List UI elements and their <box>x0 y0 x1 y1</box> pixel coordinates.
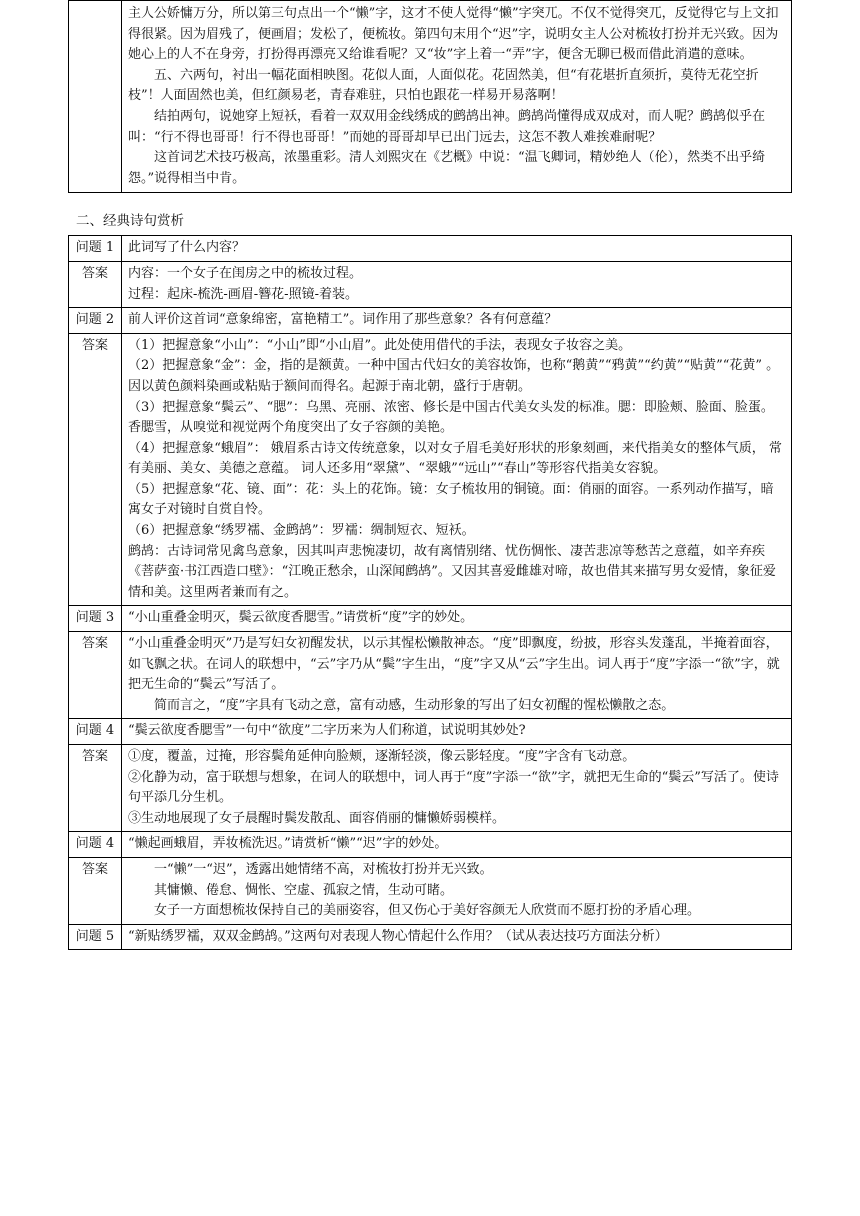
analysis-table <box>68 0 792 193</box>
row-content <box>122 924 792 950</box>
content-line: （2）把握意象“金”：金，指的是额黄。一种中国古代妇女的美容妆饰，也称“鹅黄”“鸦黄”“约黄”“贴黄”“花黄” 。 因以黄色颜料染画或粘贴于额间而得名。起源于南北朝，盛行于唐朝。 <box>128 358 780 394</box>
answer-row <box>69 261 792 307</box>
row-content <box>122 632 792 719</box>
content-line: “懒起画蛾眉，弄妆梳洗迟。”请赏析“懒”“迟”字的妙处。 <box>128 836 448 852</box>
content-line: 过程：起床-梳洗-画眉-簪花-照镜-着装。 <box>128 286 358 302</box>
question-row <box>69 719 792 745</box>
row-label: 问题 5 <box>69 924 122 950</box>
content-line: “新贴绣罗襦，双双金鹧鸪。”这两句对表现人物心情起什么作用？（试从表达技巧方面法分析） <box>128 928 668 944</box>
section-title: 二、经典诗句赏析 <box>76 213 184 230</box>
content-line: 一“懒”一“迟”，透露出她情绪不高，对梳妆打扮并无兴致。 <box>154 861 493 877</box>
row-content <box>122 745 792 832</box>
answer-row <box>69 333 792 606</box>
row-label: 答案 <box>69 857 122 924</box>
analysis-paragraph: 这首词艺术技巧极高，浓墨重彩。清人刘熙灾在《艺概》中说：“温飞卿词，精妙绝人（伦），然类不出乎绮怨。”说得相当中肯。 <box>128 150 766 186</box>
analysis-paragraph: 主人公娇慵万分，所以第三句点出一个“懒”字，这才不使人觉得“懒”字突兀。不仅不觉得突兀，反觉得它与上文扣得很紧。因为眉残了，便画眉；发松了，便梳妆。第四句末用个“迟”字，说明女主人公对梳妆打扮并无兴致。因为她心上的人不在身旁，打扮得再漂亮又给谁看呢？又“妆”字上着一“弄”字，便含无聊已极而借此消遣的意味。 <box>128 6 779 63</box>
content-line: （6）把握意象“绣罗襦、金鹧鸪”：罗襦：绸制短衣、短袄。 <box>128 523 475 539</box>
analysis-row <box>69 1 792 193</box>
content-line: 内容：一个女子在闺房之中的梳妆过程。 <box>128 265 363 281</box>
answer-row <box>69 857 792 924</box>
row-label: 问题 2 <box>69 308 122 334</box>
content-line: “小山重叠金明灭”乃是写妇女初醒发状，以示其惺松懒散神态。“度”即飘度，纷披，形容头发蓬乱，半掩着面容，如飞飘之状。在词人的联想中，“云”字乃从“鬓”字生出，“度”字又从“云”字生出。词人再于“度”字添一“欲”字，就把无生命的“鬓云”写活了。 <box>128 636 780 693</box>
row-content <box>122 308 792 334</box>
empty-label-cell <box>69 1 122 193</box>
content-line: 女子一方面想梳妆保持自己的美丽姿容，但又伤心于美好容颜无人欣赏而不愿打扮的矛盾心理。 <box>154 903 701 919</box>
question-row <box>69 832 792 858</box>
answer-row <box>69 632 792 719</box>
analysis-paragraph: 五、六两句，衬出一幅花面相映图。花似人面，人面似花。花固然美，但“有花堪折直须折，莫待无花空折枝”！人面固然也美，但红颜易老，青春难驻，只怕也跟花一样易开易落啊！ <box>128 67 759 104</box>
content-line: ①度，覆盖，过掩，形容鬓角延伸向脸颊，逐渐轻淡，像云影轻度。“度”字含有飞动意。 <box>128 749 636 764</box>
row-label: 问题 4 <box>69 832 122 858</box>
content-line: 其慵懒、倦怠、惆怅、空虚、孤寂之情，生动可睹。 <box>154 882 454 898</box>
row-content <box>122 333 792 606</box>
row-label: 答案 <box>69 632 122 719</box>
question-row <box>69 606 792 632</box>
content-line: ③生动地展现了女子晨醒时鬓发散乱、面容俏丽的慵懒娇弱模样。 <box>128 810 506 826</box>
analysis-content <box>122 1 792 193</box>
row-content <box>122 606 792 632</box>
question-row <box>69 924 792 950</box>
row-label: 答案 <box>69 261 122 307</box>
content-line: （1）把握意象“小山”：“小山”即“小山眉”。此处使用借代的手法，表现女子妆容之美。 <box>128 337 632 353</box>
content-line: （4）把握意象“蛾眉”： 娥眉系古诗文传统意象，以对女子眉毛美好形状的形象刻画，来代指美女的整体气质， 常有美丽、美女、美德之意蕴。 词人还多用“翠黛”、“翠蛾”“远山”“春山”等形容代指美女容貌。 <box>128 440 782 477</box>
content-line: 前人评价这首词“意象绵密，富艳精工”。词作用了那些意象？各有何意蕴？ <box>128 312 558 328</box>
row-label: 问题 1 <box>69 236 122 262</box>
row-content <box>122 236 792 262</box>
row-content <box>122 832 792 858</box>
row-label: 问题 4 <box>69 719 122 745</box>
content-line: （5）把握意象“花、镜、面”：花：头上的花饰。镜：女子梳妆用的铜镜。面：俏丽的面容。一系列动作描写，暗寓女子对镜时自赏自怜。 <box>128 481 774 518</box>
answer-row <box>69 745 792 832</box>
content-line: 简而言之，“度”字具有飞动之意，富有动感，生动形象的写出了妇女初醒的惺松懒散之态。 <box>154 697 675 713</box>
question-row <box>69 236 792 262</box>
row-content <box>122 719 792 745</box>
content-line: （3）把握意象“鬓云”、“腮”：乌黑、亮丽、浓密、修长是中国古代美女头发的标准。腮：即脸颊、脸面、脸蛋。香腮雪，从嗅觉和视觉两个角度突出了女子容颜的美艳。 <box>128 399 774 436</box>
row-content <box>122 857 792 924</box>
content-line: 此词写了什么内容？ <box>128 240 246 256</box>
content-line: “小山重叠金明灭，鬓云欲度香腮雪。”请赏析“度”字的妙处。 <box>128 610 474 626</box>
document-page <box>68 0 792 950</box>
analysis-paragraph: 结拍两句，说她穿上短袄，看着一双双用金线绣成的鹧鸪出神。鹧鸪尚懂得成双成对，而人呢？鹧鸪似乎在叫：“行不得也哥哥！行不得也哥哥！”而她的哥哥却早已出门远去，这怎不教人难挨难耐呢？ <box>128 108 766 145</box>
content-line: “鬓云欲度香腮雪”一句中“欲度”二字历来为人们称道，试说明其妙处? <box>128 723 526 739</box>
question-row <box>69 308 792 334</box>
row-label: 问题 3 <box>69 606 122 632</box>
row-content <box>122 261 792 307</box>
content-line: ②化静为动，富于联想与想象，在词人的联想中，词人再于“度”字添一“欲”字，就把无生命的“鬓云”写活了。使诗句平添几分生机。 <box>128 769 779 806</box>
content-line: 鹧鸪：古诗词常见禽鸟意象，因其叫声悲惋凄切，故有离情别绪、忧伤惆怅、凄苦悲凉等愁苦之意蕴，如辛弃疾《菩萨蛮·书江西造口壁》：“江晚正愁余，山深闻鹧鸪”。又因其喜爱雌雄对啼，故也借其来描写男女爱情，象征爱情和美。这里两者兼而有之。 <box>128 543 776 600</box>
row-label: 答案 <box>69 333 122 606</box>
row-label: 答案 <box>69 745 122 832</box>
qa-table <box>68 235 792 950</box>
